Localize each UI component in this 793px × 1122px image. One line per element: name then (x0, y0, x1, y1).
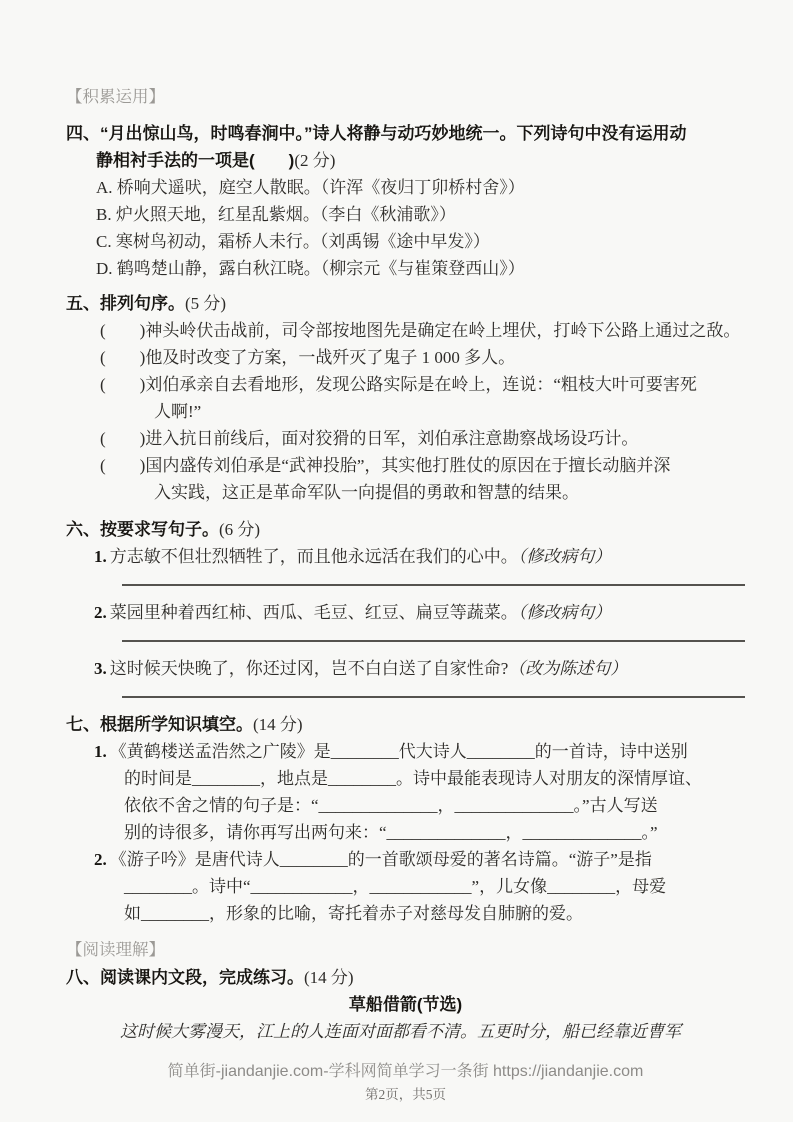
q6-item-2 (94, 599, 745, 626)
q7-item-1-line-3: 依依不舍之情的句子是：“______________，______________。”古人写送 (124, 796, 658, 815)
answer-line-1 (122, 584, 745, 586)
question-4 (66, 120, 745, 282)
q4-option-d: D. 鹤鸣楚山静，露白秋江晓。（柳宗元《与崔策登西山》） (96, 259, 525, 278)
q6-item-2-text: 菜园里种着西红柿、西瓜、毛豆、红豆、扁豆等蔬菜。 (109, 603, 518, 622)
q8-score: (14 分) (304, 968, 354, 987)
q7-item-1-line-1: 1. 《黄鹤楼送孟浩然之广陵》是________代大诗人________的一首诗，诗中送别 (94, 742, 688, 761)
q7-item-2-line-1: 2. 《游子吟》是唐代诗人________的一首歌颂母爱的著名诗篇。“游子”是指 (94, 850, 652, 869)
q4-score: (2 分) (294, 151, 336, 170)
q6-heading: 六、按要求写句子。(6 分) (66, 520, 261, 539)
q7-item-1-line-4: 别的诗很多，请你再写出两句来：“______________，______________。” (124, 823, 658, 842)
q5-item-3-cont: 人啊!” (154, 402, 202, 421)
question-5 (66, 290, 745, 506)
q6-item-1-note: （修改病句） (517, 547, 612, 566)
q8-heading: 八、阅读课内文段，完成练习。(14 分) (66, 968, 354, 987)
section-label-reading: 【阅读理解】 (66, 941, 165, 959)
q4-option-c: C. 寒树鸟初动，霜桥人未行。（刘禹锡《途中早发》） (96, 232, 490, 251)
q6-item-2-note: （修改病句） (517, 603, 612, 622)
q5-item-5: ( )国内盛传刘伯承是“武神投胎”，其实他打胜仗的原因在于擅长动脑并深 (100, 456, 671, 475)
q6-item-3-text: 这时候天快晚了，你还过冈，岂不白白送了自家性命? (109, 659, 509, 678)
question-7 (66, 711, 745, 927)
passage-title: 草船借箭(节选) (348, 995, 463, 1014)
q6-item-2-number: 2. (94, 603, 107, 622)
q7-item-2-number: 2. (94, 850, 107, 869)
q5-heading: 五、排列句序。(5 分) (66, 294, 227, 313)
q6-score: (6 分) (219, 520, 261, 539)
section-label-accumulate: 【积累运用】 (66, 88, 165, 106)
q7-heading: 七、根据所学知识填空。(14 分) (66, 715, 303, 734)
q4-option-a: A. 桥响犬遥吠，庭空人散眠。（许浑《夜归丁卯桥村舍》） (96, 178, 525, 197)
page-number: 第2页，共5页 (365, 1087, 446, 1102)
q6-item-1 (94, 543, 745, 570)
q6-item-3-note: （改为陈述句） (508, 659, 628, 678)
q5-score: (5 分) (185, 294, 227, 313)
q7-item-1-number: 1. (94, 742, 107, 761)
q4-heading-line2 (96, 147, 745, 174)
q4-answer-parens: 静相衬手法的一项是( ) (96, 151, 295, 170)
answer-line-2 (122, 640, 745, 642)
q5-item-2: ( )他及时改变了方案，一战歼灭了鬼子 1 000 多人。 (100, 348, 516, 367)
question-6 (66, 516, 745, 698)
q5-item-3: ( )刘伯承亲自去看地形，发现公路实际是在岭上，连说：“粗枝大叶可要害死 (100, 375, 697, 394)
q6-item-3 (94, 655, 745, 682)
q7-score: (14 分) (253, 715, 303, 734)
q6-item-1-text: 方志敏不但壮烈牺牲了，而且他永远活在我们的心中。 (109, 547, 518, 566)
q6-item-1-number: 1. (94, 547, 107, 566)
passage-text: 这时候大雾漫天，江上的人连面对面都看不清。五更时分，船已经靠近曹军 (120, 1022, 681, 1041)
q4-heading-line1: 四、“月出惊山鸟，时鸣春涧中。”诗人将静与动巧妙地统一。下列诗句中没有运用动 (66, 124, 687, 143)
q7-item-1-line-2: 的时间是________，地点是________。诗中最能表现诗人对朋友的深情厚谊、 (124, 769, 702, 788)
q5-item-4: ( )进入抗日前线后，面对狡猾的日军，刘伯承注意勘察战场设巧计。 (100, 429, 639, 448)
q5-item-1: ( )神头岭伏击战前，司令部按地图先是确定在岭上埋伏，打岭下公路上通过之敌。 (100, 321, 741, 340)
answer-line-3 (122, 696, 745, 698)
q7-item-2-line-3: 如________，形象的比喻，寄托着赤子对慈母发自肺腑的爱。 (124, 904, 583, 923)
q7-item-2-line-2: ________。诗中“____________，____________”，儿女像________，母爱 (124, 877, 667, 896)
q5-item-5-cont: 入实践，这正是革命军队一向提倡的勇敢和智慧的结果。 (154, 483, 579, 502)
question-8 (66, 964, 745, 1045)
q6-item-3-number: 3. (94, 659, 107, 678)
footer-site-line: 简单街-jiandanjie.com-学科网简单学习一条街 https://jiandanjie.com (167, 1063, 644, 1080)
q4-option-b: B. 炉火照天地，红星乱紫烟。（李白《秋浦歌》） (96, 205, 456, 224)
